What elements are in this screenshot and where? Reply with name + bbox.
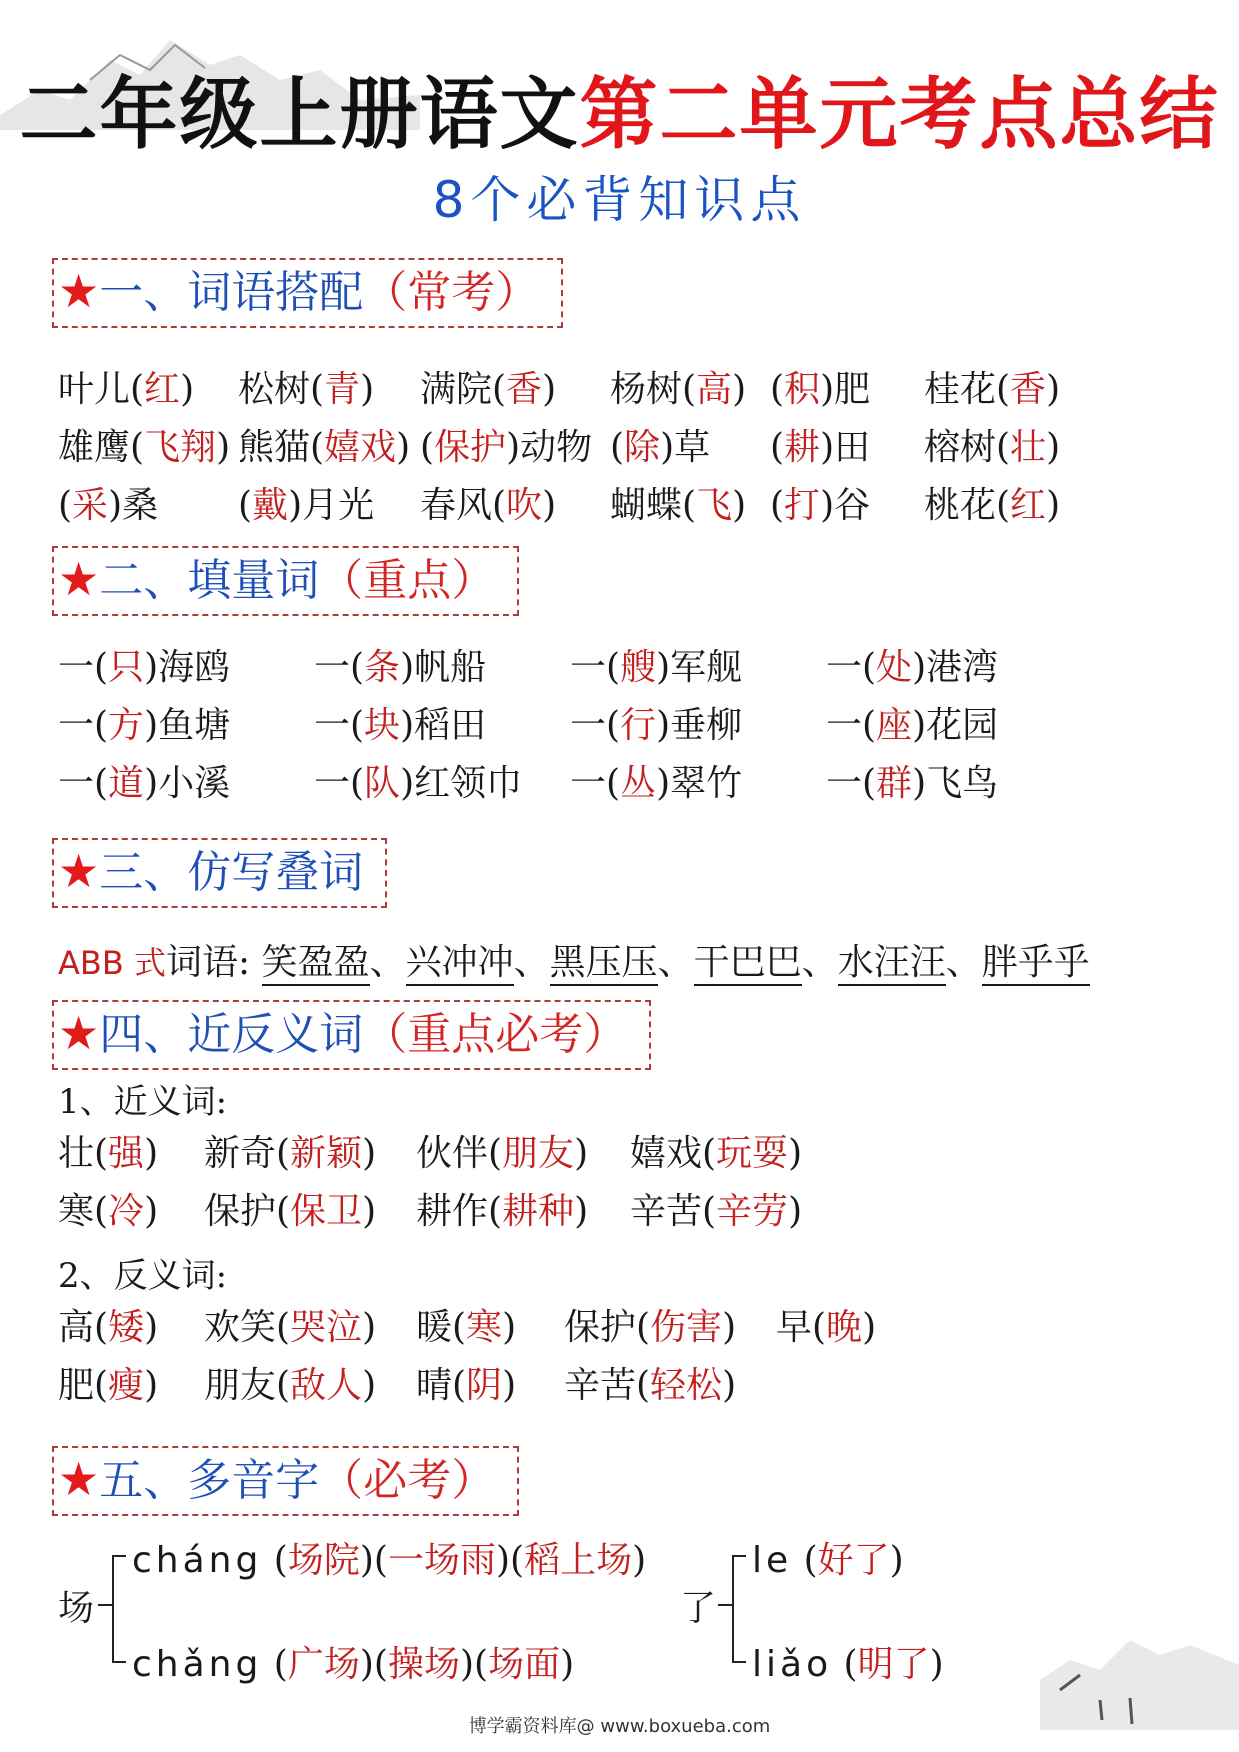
item-text: ) bbox=[788, 1133, 803, 1174]
section-title: 一、词语搭配 bbox=[99, 267, 364, 318]
item-text: 蝴蝶( bbox=[610, 485, 697, 526]
answer-text: 红 bbox=[1010, 485, 1047, 526]
pinyin: liǎo bbox=[752, 1644, 833, 1685]
item-text: ) bbox=[722, 1365, 737, 1406]
polyphone-line bbox=[752, 1532, 904, 1583]
paren: ) bbox=[359, 1540, 374, 1581]
collocation-item bbox=[610, 368, 746, 412]
item-text: )草 bbox=[660, 427, 711, 468]
item-text: )月光 bbox=[288, 485, 375, 526]
collocation-item bbox=[770, 368, 870, 412]
answer-text: 矮 bbox=[108, 1307, 145, 1348]
answer-text: 采 bbox=[72, 485, 109, 526]
abb-prefix: 词语: bbox=[165, 942, 251, 983]
separator: 、 bbox=[945, 942, 982, 983]
brace-le bbox=[732, 1555, 746, 1663]
paren: ) bbox=[459, 1644, 475, 1685]
paren: ( bbox=[373, 1540, 388, 1581]
item-text: 一( bbox=[826, 763, 877, 804]
item-text: 一( bbox=[58, 705, 109, 746]
answer-text: 哭泣 bbox=[290, 1307, 363, 1348]
item-text: )垂柳 bbox=[656, 705, 743, 746]
answer-text: 打 bbox=[784, 485, 821, 526]
item-text: )海鸥 bbox=[144, 647, 231, 688]
synonym-item bbox=[630, 1132, 802, 1176]
item-text: )肥 bbox=[820, 369, 871, 410]
separator: 、 bbox=[801, 942, 838, 983]
item-text: ( bbox=[770, 485, 785, 526]
item-text: ) bbox=[362, 1133, 377, 1174]
item-text: 春风( bbox=[420, 485, 507, 526]
answer-text: 飞 bbox=[696, 485, 733, 526]
item-text: ) bbox=[1046, 369, 1061, 410]
item-text: 早( bbox=[776, 1307, 827, 1348]
answer-text: 道 bbox=[108, 763, 145, 804]
synonym-item bbox=[416, 1132, 588, 1176]
collocation-item bbox=[238, 484, 374, 528]
answer-text: 耕种 bbox=[502, 1191, 575, 1232]
collocation-item bbox=[610, 426, 710, 470]
answer-text: 朋友 bbox=[502, 1133, 575, 1174]
item-text: 一( bbox=[826, 647, 877, 688]
item-text: ) bbox=[732, 485, 747, 526]
item-text: ( bbox=[770, 427, 785, 468]
item-text: 欢笑( bbox=[204, 1307, 291, 1348]
example-word: 场院 bbox=[287, 1540, 360, 1581]
item-text: ) bbox=[216, 427, 231, 468]
collocation-item bbox=[610, 484, 746, 528]
measure-item bbox=[570, 762, 742, 806]
measure-item bbox=[58, 762, 230, 806]
antonym-item bbox=[204, 1364, 376, 1408]
paren: ( bbox=[373, 1644, 388, 1685]
item-text: 高( bbox=[58, 1307, 109, 1348]
collocation-item bbox=[58, 426, 230, 470]
item-text: 辛苦( bbox=[564, 1365, 651, 1406]
item-text: )动物 bbox=[506, 427, 593, 468]
paren: ( bbox=[474, 1644, 489, 1685]
answer-text: 新颖 bbox=[290, 1133, 363, 1174]
antonym-item bbox=[58, 1306, 158, 1350]
title-red-part: 第二单元考点总结 bbox=[579, 70, 1220, 160]
answer-text: 耕 bbox=[784, 427, 821, 468]
paren: ( bbox=[510, 1540, 525, 1581]
item-text: ( bbox=[58, 485, 73, 526]
item-text: 辛苦( bbox=[630, 1191, 717, 1232]
item-text: ) bbox=[542, 485, 557, 526]
measure-item bbox=[826, 646, 998, 690]
polyphone-line bbox=[752, 1636, 944, 1687]
item-text: 耕作( bbox=[416, 1191, 503, 1232]
item-text: ) bbox=[144, 1307, 159, 1348]
item-text: ) bbox=[502, 1307, 517, 1348]
section-header-measure-words bbox=[52, 546, 519, 616]
answer-text: 方 bbox=[108, 705, 145, 746]
answer-text: 辛劳 bbox=[716, 1191, 789, 1232]
antonym-item bbox=[58, 1364, 158, 1408]
paren: ( bbox=[273, 1540, 288, 1581]
measure-item bbox=[314, 762, 522, 806]
item-text: ( bbox=[238, 485, 253, 526]
measure-item bbox=[826, 762, 998, 806]
item-text: )红领巾 bbox=[400, 763, 523, 804]
item-text: 一( bbox=[314, 647, 365, 688]
item-text: ) bbox=[1046, 485, 1061, 526]
answer-text: 晚 bbox=[826, 1307, 863, 1348]
answer-text: 敌人 bbox=[290, 1365, 363, 1406]
section-title: 四、近反义词 bbox=[99, 1009, 364, 1060]
paren: ) bbox=[560, 1644, 575, 1685]
item-text: 朋友( bbox=[204, 1365, 291, 1406]
item-text: 一( bbox=[570, 763, 621, 804]
answer-text: 冷 bbox=[108, 1191, 145, 1232]
item-text: ) bbox=[180, 369, 195, 410]
antonym-item bbox=[776, 1306, 876, 1350]
answer-text: 戴 bbox=[252, 485, 289, 526]
star-icon: ★ bbox=[58, 552, 100, 606]
measure-item bbox=[58, 704, 230, 748]
paren: ) bbox=[495, 1540, 511, 1581]
measure-item bbox=[570, 646, 742, 690]
section-tag: （必考） bbox=[319, 1455, 496, 1506]
synonym-item bbox=[416, 1190, 588, 1234]
item-text: 满院( bbox=[420, 369, 507, 410]
paren: ( bbox=[803, 1540, 818, 1581]
brace-le-tick bbox=[718, 1604, 732, 1606]
collocation-item bbox=[58, 484, 158, 528]
antonym-item bbox=[416, 1306, 516, 1350]
item-text: )翠竹 bbox=[656, 763, 743, 804]
example-word: 明了 bbox=[857, 1644, 930, 1685]
section-title: 三、仿写叠词 bbox=[99, 847, 364, 898]
measure-item bbox=[570, 704, 742, 748]
item-text: ( bbox=[420, 427, 435, 468]
brace-chang-tick bbox=[98, 1604, 112, 1606]
item-text: ) bbox=[862, 1307, 877, 1348]
item-text: 一( bbox=[826, 705, 877, 746]
answer-text: 积 bbox=[784, 369, 821, 410]
abb-label: ABB 式 bbox=[58, 944, 166, 982]
answer-text: 块 bbox=[364, 705, 401, 746]
answer-text: 寒 bbox=[466, 1307, 503, 1348]
item-text: ( bbox=[610, 427, 625, 468]
antonym-item bbox=[564, 1364, 736, 1408]
answer-text: 香 bbox=[506, 369, 543, 410]
separator: 、 bbox=[369, 942, 406, 983]
abb-word: 黑压压 bbox=[550, 942, 658, 986]
answer-text: 红 bbox=[144, 369, 181, 410]
item-text: ) bbox=[542, 369, 557, 410]
section-header-collocation bbox=[52, 258, 563, 328]
item-text: )谷 bbox=[820, 485, 871, 526]
abb-words-line bbox=[58, 934, 1090, 985]
answer-text: 艘 bbox=[620, 647, 657, 688]
item-text: ) bbox=[144, 1365, 159, 1406]
item-text: 叶儿( bbox=[58, 369, 145, 410]
collocation-item bbox=[924, 426, 1060, 470]
paren: ( bbox=[273, 1644, 288, 1685]
answer-text: 玩耍 bbox=[716, 1133, 789, 1174]
collocation-item bbox=[924, 484, 1060, 528]
abb-word: 水汪汪 bbox=[838, 942, 946, 986]
item-text: 一( bbox=[314, 705, 365, 746]
item-text: )港湾 bbox=[912, 647, 999, 688]
item-text: 保护( bbox=[564, 1307, 651, 1348]
answer-text: 只 bbox=[108, 647, 145, 688]
answer-text: 壮 bbox=[1010, 427, 1047, 468]
polyphone-line bbox=[132, 1636, 574, 1687]
footer-watermark: 博学霸资料库@ www.boxueba.com bbox=[468, 1716, 771, 1737]
pinyin: chǎng bbox=[132, 1644, 263, 1685]
answer-text: 伤害 bbox=[650, 1307, 723, 1348]
example-word: 稻上场 bbox=[524, 1540, 633, 1581]
answer-text: 高 bbox=[696, 369, 733, 410]
item-text: ) bbox=[574, 1133, 589, 1174]
section-title: 二、填量词 bbox=[99, 555, 320, 606]
example-word: 好了 bbox=[817, 1540, 890, 1581]
measure-item bbox=[826, 704, 998, 748]
item-text: )花园 bbox=[912, 705, 999, 746]
synonym-item bbox=[58, 1132, 158, 1176]
abb-word: 笑盈盈 bbox=[262, 942, 370, 986]
answer-text: 条 bbox=[364, 647, 401, 688]
item-text: 暖( bbox=[416, 1307, 467, 1348]
paren: ) bbox=[929, 1644, 944, 1685]
item-text: ) bbox=[362, 1191, 377, 1232]
item-text: 松树( bbox=[238, 369, 325, 410]
section-title: 五、多音字 bbox=[99, 1455, 320, 1506]
synonym-item bbox=[630, 1190, 802, 1234]
synonym-item bbox=[204, 1132, 376, 1176]
answer-text: 轻松 bbox=[650, 1365, 723, 1406]
brace-chang bbox=[112, 1555, 126, 1663]
collocation-item bbox=[770, 426, 870, 470]
item-text: ) bbox=[362, 1365, 377, 1406]
item-text: ) bbox=[574, 1191, 589, 1232]
item-text: )田 bbox=[820, 427, 871, 468]
item-text: ) bbox=[1046, 427, 1061, 468]
answer-text: 保卫 bbox=[290, 1191, 363, 1232]
example-word: 广场 bbox=[287, 1644, 360, 1685]
paren: ) bbox=[889, 1540, 904, 1581]
answer-text: 丛 bbox=[620, 763, 657, 804]
answer-text: 香 bbox=[1010, 369, 1047, 410]
star-icon: ★ bbox=[58, 264, 100, 318]
pinyin: cháng bbox=[132, 1540, 263, 1581]
antonyms-label: 2、反义词: bbox=[58, 1256, 228, 1296]
item-text: 嬉戏( bbox=[630, 1133, 717, 1174]
item-text: )飞鸟 bbox=[912, 763, 999, 804]
item-text: 雄鹰( bbox=[58, 427, 145, 468]
collocation-item bbox=[238, 426, 410, 470]
item-text: 肥( bbox=[58, 1365, 109, 1406]
item-text: ) bbox=[788, 1191, 803, 1232]
item-text: 一( bbox=[314, 763, 365, 804]
measure-item bbox=[314, 646, 486, 690]
item-text: 寒( bbox=[58, 1191, 109, 1232]
item-text: )军舰 bbox=[656, 647, 743, 688]
item-text: 榕树( bbox=[924, 427, 1011, 468]
collocation-item bbox=[770, 484, 870, 528]
answer-text: 队 bbox=[364, 763, 401, 804]
answer-text: 吹 bbox=[506, 485, 543, 526]
item-text: ) bbox=[732, 369, 747, 410]
collocation-item bbox=[238, 368, 374, 412]
pinyin: le bbox=[752, 1540, 793, 1581]
item-text: ) bbox=[502, 1365, 517, 1406]
item-text: ) bbox=[144, 1191, 159, 1232]
collocation-item bbox=[58, 368, 194, 412]
answer-text: 嬉戏 bbox=[324, 427, 397, 468]
antonym-item bbox=[564, 1306, 736, 1350]
paren: ) bbox=[632, 1540, 647, 1581]
section-tag: （重点） bbox=[319, 555, 496, 606]
antonym-item bbox=[416, 1364, 516, 1408]
separator: 、 bbox=[657, 942, 694, 983]
item-text: )稻田 bbox=[400, 705, 487, 746]
measure-item bbox=[58, 646, 230, 690]
polyphone-char-chang: 场 bbox=[58, 1588, 95, 1629]
item-text: ) bbox=[360, 369, 375, 410]
answer-text: 保护 bbox=[434, 427, 507, 468]
section-header-synonyms-antonyms bbox=[52, 1000, 651, 1070]
antonym-item bbox=[204, 1306, 376, 1350]
answer-text: 强 bbox=[108, 1133, 145, 1174]
item-text: ( bbox=[770, 369, 785, 410]
polyphone-line bbox=[132, 1532, 646, 1583]
abb-word: 干巴巴 bbox=[694, 942, 802, 986]
item-text: 保护( bbox=[204, 1191, 291, 1232]
synonym-item bbox=[58, 1190, 158, 1234]
item-text: )小溪 bbox=[144, 763, 231, 804]
answer-text: 处 bbox=[876, 647, 913, 688]
item-text: 熊猫( bbox=[238, 427, 325, 468]
item-text: ) bbox=[396, 427, 411, 468]
item-text: 一( bbox=[58, 647, 109, 688]
answer-text: 瘦 bbox=[108, 1365, 145, 1406]
section-tag: （常考） bbox=[363, 267, 540, 318]
answer-text: 座 bbox=[876, 705, 913, 746]
paren: ( bbox=[843, 1644, 858, 1685]
answer-text: 阴 bbox=[466, 1365, 503, 1406]
item-text: 壮( bbox=[58, 1133, 109, 1174]
item-text: 晴( bbox=[416, 1365, 467, 1406]
item-text: 一( bbox=[570, 647, 621, 688]
item-text: 伙伴( bbox=[416, 1133, 503, 1174]
collocation-item bbox=[420, 484, 556, 528]
star-icon: ★ bbox=[58, 1452, 100, 1506]
item-text: ) bbox=[144, 1133, 159, 1174]
section-header-reduplication bbox=[52, 838, 387, 908]
section-tag: （重点必考） bbox=[363, 1009, 628, 1060]
item-text: )鱼塘 bbox=[144, 705, 231, 746]
answer-text: 行 bbox=[620, 705, 657, 746]
item-text: ) bbox=[362, 1307, 377, 1348]
page-subtitle: 8个必背知识点 bbox=[432, 171, 807, 229]
item-text: 一( bbox=[570, 705, 621, 746]
item-text: 桃花( bbox=[924, 485, 1011, 526]
page-title bbox=[0, 52, 1239, 164]
answer-text: 飞翔 bbox=[144, 427, 217, 468]
answer-text: 青 bbox=[324, 369, 361, 410]
polyphone-char-le: 了 bbox=[680, 1588, 717, 1629]
collocation-item bbox=[420, 368, 556, 412]
answer-text: 除 bbox=[624, 427, 661, 468]
synonyms-label: 1、近义词: bbox=[58, 1082, 228, 1122]
synonym-item bbox=[204, 1190, 376, 1234]
example-word: 一场雨 bbox=[387, 1540, 496, 1581]
example-word: 场面 bbox=[488, 1644, 561, 1685]
abb-word: 兴冲冲 bbox=[406, 942, 514, 986]
section-header-polyphones bbox=[52, 1446, 519, 1516]
item-text: 一( bbox=[58, 763, 109, 804]
title-black-part: 二年级上册语文 bbox=[19, 70, 580, 160]
answer-text: 群 bbox=[876, 763, 913, 804]
item-text: )桑 bbox=[108, 485, 159, 526]
star-icon: ★ bbox=[58, 844, 100, 898]
separator: 、 bbox=[513, 942, 550, 983]
measure-item bbox=[314, 704, 486, 748]
abb-word: 胖乎乎 bbox=[982, 942, 1090, 986]
item-text: ) bbox=[722, 1307, 737, 1348]
item-text: 新奇( bbox=[204, 1133, 291, 1174]
item-text: )帆船 bbox=[400, 647, 487, 688]
collocation-item bbox=[924, 368, 1060, 412]
item-text: 杨树( bbox=[610, 369, 697, 410]
item-text: 桂花( bbox=[924, 369, 1011, 410]
collocation-item bbox=[420, 426, 592, 470]
star-icon: ★ bbox=[58, 1006, 100, 1060]
paren: ) bbox=[359, 1644, 374, 1685]
example-word: 操场 bbox=[387, 1644, 460, 1685]
